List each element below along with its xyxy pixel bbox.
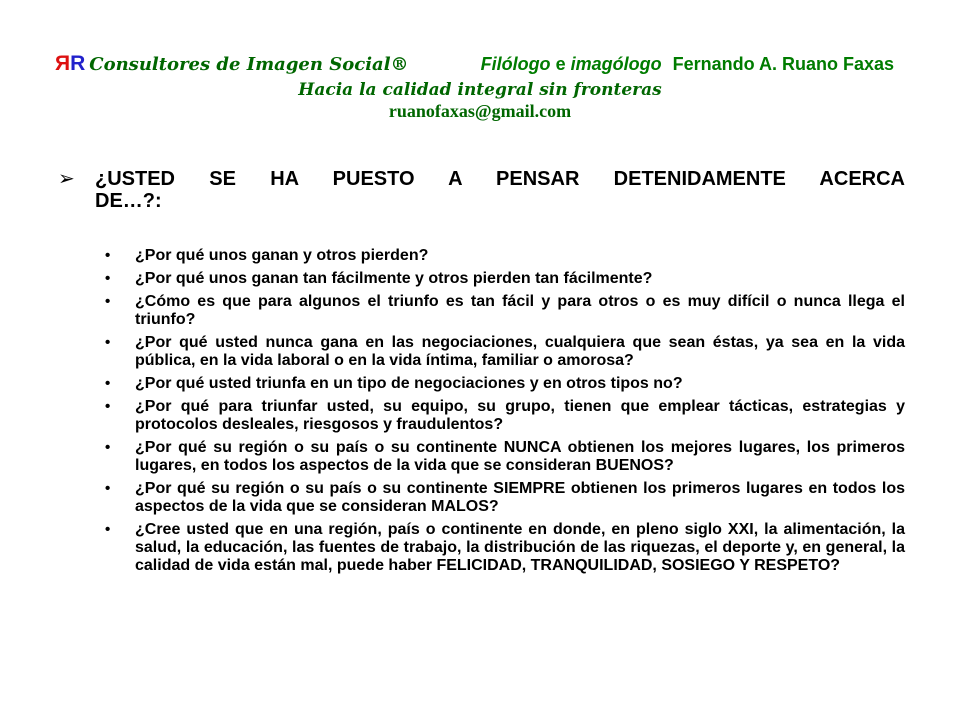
list-item [95,270,905,288]
list-item [95,480,905,516]
list-item [95,521,905,575]
question-text: ¿Cree usted que en una región, país o continente en donde, en pleno siglo XXI, la alimentación, la salud, la educación, las fuentes de trabajo, la distribución de las riquezas, el deporte y, en general, la calidad de vida están mal, puede haber FELICIDAD, TRANQUILIDAD, SOSIEGO Y RESPETO? [135,521,905,574]
dot-bullet-icon: • [105,375,111,392]
dot-bullet-icon: • [105,247,111,264]
heading-line1: ¿USTED SE HA PUESTO A PENSAR DETENIDAMENTE ACERCA [95,168,905,190]
list-item [95,439,905,475]
question-text: ¿Por qué para triunfar usted, su equipo, su grupo, tienen que emplear tácticas, estrategias y protocolos desleales, riesgosos y fraudulentos? [135,398,905,433]
dot-bullet-icon: • [105,521,111,538]
author-title [481,54,894,75]
question-text: ¿Cómo es que para algunos el triunfo es tan fácil y para otros o es muy difícil o nunca llega el triunfo? [135,293,905,328]
dot-bullet-icon: • [105,270,111,287]
logo-company-name: Consultores de Imagen Social® [89,54,409,75]
question-list [95,247,905,580]
dot-bullet-icon: • [105,334,111,351]
title-conjunction: e [555,54,566,74]
author-name: Fernando A. Ruano Faxas [672,54,894,74]
main-heading-text [95,168,905,212]
title-word-filologo: Filólogo [480,54,551,74]
list-item [95,334,905,370]
tagline: Hacia la calidad integral sin fronteras [298,80,662,100]
question-text: ¿Por qué unos ganan tan fácilmente y otros pierden tan fácilmente? [135,270,653,287]
question-text: ¿Por qué usted triunfa en un tipo de negociaciones y en otros tipos no? [135,375,683,392]
list-item [95,375,905,393]
main-heading [58,168,905,212]
list-item [95,398,905,434]
logo-ya-letter: Я [55,52,71,75]
question-text: ¿Por qué unos ganan y otros pierden? [135,247,429,264]
email-address: ruanofaxas@gmail.com [388,101,572,121]
list-item [95,293,905,329]
heading-line2: DE…?: [95,190,162,212]
company-logo [55,52,409,76]
dot-bullet-icon: • [105,293,111,310]
header [55,52,894,76]
dot-bullet-icon: • [105,439,111,456]
question-text: ¿Por qué su región o su país o su continente SIEMPRE obtienen los primeros lugares en todos los aspectos de la vida que se consideran MALOS? [135,480,905,515]
question-text: ¿Por qué usted nunca gana en las negociaciones, cualquiera que sean éstas, ya sea en la vida pública, en la vida laboral o en la vida íntima, familiar o amorosa? [135,334,905,369]
question-text: ¿Por qué su región o su país o su continente NUNCA obtienen los mejores lugares, los primeros lugares, en todos los aspectos de la vida que se consideran BUENOS? [135,439,905,474]
logo-r-letter: R [70,52,86,75]
dot-bullet-icon: • [105,398,111,415]
arrow-bullet-icon: ➢ [58,168,75,190]
title-word-imagologo: imagólogo [570,54,662,74]
dot-bullet-icon: • [105,480,111,497]
list-item [95,247,905,265]
